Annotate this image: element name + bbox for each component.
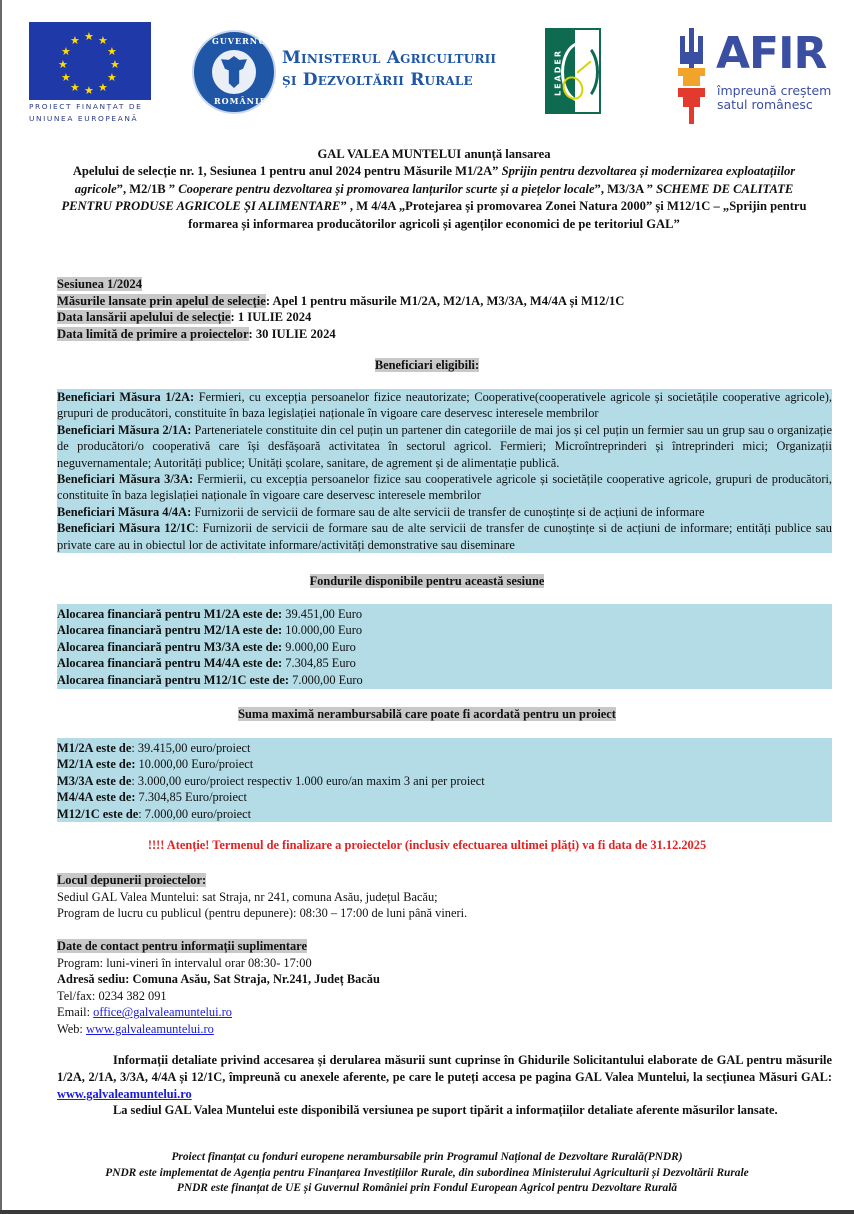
eu-caption-2: UNIUNEA EUROPEANĂ — [29, 114, 139, 123]
submission-address: Sediul GAL Valea Muntelui: sat Straja, nr 241, comuna Asău, județul Bacău; — [57, 889, 438, 904]
contact-heading: Date de contact pentru informații suplimentare — [57, 939, 307, 953]
beneficiary-item — [57, 471, 832, 504]
max-amount-box — [57, 738, 832, 822]
beneficiary-label: Beneficiari Măsura 2/1A: — [57, 422, 192, 437]
title-text: ” , M 4/4A „Protejarea și promovarea Zonei Natura 2000” și M12/1C – „Sprijin pentru formarea și informarea producătorilor agricoli și agenților economici de pe teritoriul GAL” — [188, 199, 807, 231]
afir-title: AFIR — [716, 28, 827, 79]
beneficiary-label: Beneficiari Măsura 12/1C — [57, 521, 196, 536]
bottom-border — [0, 1210, 854, 1214]
contact-program: Program: luni-vineri în intervalul orar 08:30- 17:00 — [57, 955, 312, 970]
footer-line-3: PNDR este finanțat de UE și Guvernul României prin Fondul European Agricol pentru Dezvoltare Rurală — [176, 1182, 678, 1195]
fund-label: Alocarea financiară pentru M12/1C este de: — [57, 672, 290, 687]
max-amount-label: M12/1C este de — [57, 806, 139, 821]
beneficiary-text: Fermierii, cu excepția persoanelor fizice sau cooperativele agricole și societățile cooperative agricole, grupuri de producători, constituite în baza legislației naționale în vigoare care deservesc interesele membrilor — [57, 472, 832, 503]
afir-tagline-1: împreună creștem — [717, 83, 832, 98]
funds-box — [57, 604, 832, 689]
max-amount-value: 10.000,00 Euro/proiect — [135, 757, 254, 772]
email-label: Email: — [57, 1005, 94, 1020]
ministry-line-2: și Dezvoltării Rurale — [282, 70, 473, 90]
max-amount-value: : 3.000,00 euro/proiect respectiv 1.000 euro/an maxim 3 ani per proiect — [131, 773, 485, 788]
info-web-link[interactable]: www.galvaleamuntelui.ro — [57, 1086, 192, 1101]
announcement-title — [54, 146, 814, 233]
fund-row — [57, 672, 832, 688]
wheat-ear-icon — [678, 28, 706, 124]
info-text: Informații detaliate privind accesarea și derularea măsurii sunt cuprinse în Ghidurile Solicitantului elaborate de GAL pentru măsurile 1/2A, 2/1A, 3/3A, 4/4A și 12/1C, împreună cu anexele aferente, pe care le puteți accesa pe pagina GAL Valea Muntelui, la secțiunea Măsuri GAL: — [57, 1053, 832, 1084]
afir-tagline — [717, 84, 831, 112]
eu-flag-icon: ★ ★ ★ ★ ★ ★ ★ ★ ★ ★ ★ ★ — [29, 22, 151, 100]
info-paragraph-1 — [57, 1052, 832, 1102]
measures-label: Măsurile lansate prin apelul de selecție — [57, 293, 266, 308]
email-link[interactable]: office@galvaleamuntelui.ro — [93, 1005, 232, 1020]
max-amount-label: M4/4A este de: — [57, 790, 136, 805]
beneficiary-text: Parteneriatele constituite din cel puțin un partener din categoriile de mai jos și cel puțin un fermier sau un grup sau o organizație de producători/o cooperativă care își desfășoară activitatea în sectorul agricol. Fermieri; Microîntreprinderi și întreprinderi mici; Organizații neguvernamentale; Autorități publice; Unități școlare, sanitare, de agrement și de alimentație publică. — [57, 422, 832, 470]
info-paragraph-2: La sediul GAL Valea Muntelui este disponibilă versiunea pe suport tipărit a informațiilor detaliate aferente măsurilor lansate. — [113, 1103, 778, 1118]
deadline-label: Data limită de primire a proiectelor — [57, 326, 249, 341]
max-amount-row — [57, 740, 832, 756]
seal-text-top: GUVERNUL — [212, 36, 273, 46]
fund-value: 7.304,85 Euro — [282, 656, 356, 671]
fund-label: Alocarea financiară pentru M2/1A este de: — [57, 623, 283, 638]
ministry-logo-text — [282, 47, 496, 91]
beneficiary-item — [57, 389, 832, 422]
beneficiary-text: Furnizorii de servicii de formare sau de alte servicii de transfer de cunoștințe si de acțiuni de informare — [191, 504, 705, 519]
beneficiary-label: Beneficiari Măsura 3/3A: — [57, 472, 194, 487]
leader-logo — [545, 28, 601, 114]
title-body — [54, 163, 814, 233]
beneficiary-item — [57, 422, 832, 471]
max-amount-label: M3/3A este de — [57, 773, 132, 788]
leader-text: LEADER — [553, 48, 563, 97]
title-italic: Cooperare pentru dezvoltarea și promovarea lanțurilor scurte și a piețelor locale — [178, 181, 595, 196]
fund-row — [57, 606, 832, 622]
fund-label: Alocarea financiară pentru M3/3A este de: — [57, 639, 283, 654]
launch-date-value: : 1 IULIE 2024 — [230, 310, 312, 325]
web-link[interactable]: www.galvaleamuntelui.ro — [85, 1021, 214, 1036]
max-amount-heading-text: Suma maximă nerambursabilă care poate fi acordată pentru un proiect — [238, 707, 616, 721]
title-text: ”, M2/1B ” — [116, 181, 179, 196]
beneficiary-item — [57, 520, 832, 553]
submission-heading: Locul depunerii proiectelor: — [57, 873, 207, 887]
fund-row — [57, 655, 832, 671]
title-text: Apelului de selecție nr. 1, Sesiunea 1 pentru anul 2024 pentru Măsurile M1/2A” — [72, 164, 502, 179]
beneficiary-text: Fermieri, cu excepția persoanelor fizice neautorizate; Cooperative(cooperativele agricole și societățile cooperative agricole), grupuri de producători, constituite în baza legislației naționale în vigoare care deservesc interesele membrilor — [57, 390, 832, 421]
max-amount-value: : 7.000,00 euro/proiect — [138, 806, 252, 821]
beneficiary-item — [57, 504, 832, 520]
max-amount-heading — [0, 706, 854, 722]
title-italic: Sprijin pentru dezvoltarea și modernizarea exploatațiilor agricole — [74, 164, 796, 196]
fund-label: Alocarea financiară pentru M1/2A este de: — [57, 607, 283, 621]
afir-logo — [678, 28, 838, 128]
max-amount-row — [57, 789, 832, 805]
deadline-warning: !!!! Atenție! Termenul de finalizare a proiectelor (inclusiv efectuarea ultimei plăți) va fi data de 31.12.2025 — [147, 838, 707, 852]
title-text: ”, M3/3A ” — [594, 181, 657, 196]
beneficiary-label: Beneficiari Măsura 1/2A: — [57, 390, 195, 404]
submission-hours: Program de lucru cu publicul (pentru depunere): 08:30 – 17:00 de luni până vineri. — [57, 906, 468, 921]
max-amount-value: : 39.415,00 euro/proiect — [131, 741, 251, 755]
government-seal-icon — [192, 30, 276, 114]
max-amount-label: M2/1A este de: — [57, 757, 136, 772]
detailed-info — [57, 1052, 832, 1119]
afir-tagline-2: satul românesc — [717, 97, 813, 112]
max-amount-row — [57, 806, 832, 822]
measures-value: : Apel 1 pentru măsurile M1/2A, M2/1A, M3/3A, M4/4A și M12/1C — [265, 293, 625, 308]
max-amount-row — [57, 756, 832, 772]
fund-row — [57, 639, 832, 655]
ministry-line-1: Ministerul Agriculturii — [282, 48, 497, 68]
fund-value: 7.000,00 Euro — [289, 672, 363, 687]
launch-date-label: Data lansării apelului de selecție — [57, 310, 231, 325]
title-italic: SCHEME DE CALITATE PENTRU PRODUSE AGRICOLE ȘI ALIMENTARE — [61, 181, 794, 214]
session-name: Sesiunea 1/2024 — [57, 277, 143, 291]
web-label: Web: — [57, 1021, 86, 1036]
max-amount-row — [57, 773, 832, 789]
beneficiary-text: : Furnizorii de servicii de formare sau de alte servicii de transfer de cunoștințe si de acțiuni de informare; entități publice sau private care au in obiectul lor de activitate informare/activități demonstrative sau diseminare — [57, 521, 832, 552]
footer-line-1: Proiect finanțat cu fonduri europene nerambursabile prin Programul Național de Dezvoltare Rurală(PNDR) — [171, 1151, 683, 1163]
funding-footer — [0, 1150, 854, 1197]
title-line-1: GAL VALEA MUNTELUI anunță lansarea — [317, 147, 551, 161]
beneficiaries-heading-text: Beneficiari eligibili: — [374, 358, 480, 372]
funds-heading-text: Fondurile disponibile pentru această sesiune — [309, 574, 545, 588]
deadline-value: : 30 IULIE 2024 — [248, 326, 336, 341]
beneficiaries-heading — [0, 357, 854, 373]
max-amount-label: M1/2A este de — [57, 741, 132, 755]
eu-caption-1: PROIECT FINANȚAT DE — [29, 102, 143, 111]
beneficiaries-box — [57, 389, 832, 553]
max-amount-value: 7.304,85 Euro/proiect — [135, 790, 247, 805]
funds-heading — [0, 573, 854, 589]
fund-value: 39.451,00 Euro — [282, 607, 363, 621]
contact-info — [57, 938, 380, 1038]
contact-address: Adresă sediu: Comuna Asău, Sat Straja, Nr.241, Județ Bacău — [57, 972, 380, 987]
fund-value: 10.000,00 Euro — [282, 623, 363, 638]
beneficiary-label: Beneficiari Măsura 4/4A: — [57, 504, 192, 519]
footer-line-2: PNDR este implementat de Agenția pentru Finanțarea Investițiilor Rurale, din subordinea Ministerului Agriculturii și Dezvoltării Rurale — [105, 1166, 749, 1179]
fund-value: 9.000,00 Euro — [282, 639, 356, 654]
submission-place — [57, 872, 467, 922]
seal-text-bottom: ROMÂNIEI — [214, 96, 272, 106]
fund-label: Alocarea financiară pentru M4/4A este de: — [57, 656, 283, 671]
session-info — [57, 276, 624, 342]
eu-logo — [29, 22, 151, 124]
fund-row — [57, 622, 832, 638]
contact-tel: Tel/fax: 0234 382 091 — [57, 988, 167, 1003]
